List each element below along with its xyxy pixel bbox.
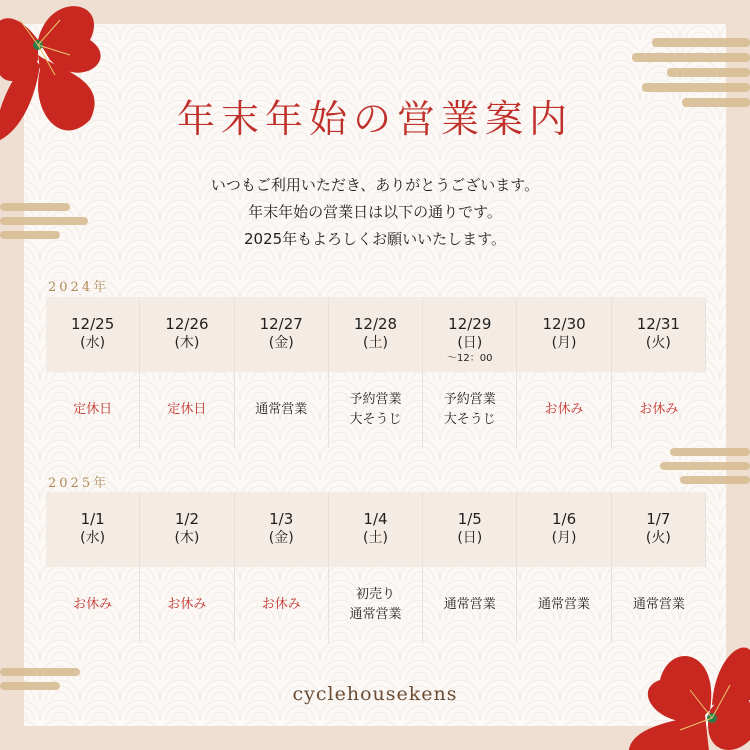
day-status-cell (140, 372, 234, 448)
status-label: お休み (261, 597, 301, 612)
day-status-cell (423, 372, 517, 448)
year-label-2025: 2025年 (48, 476, 110, 491)
date-label: 12/29 (448, 315, 492, 333)
day-status-cell (235, 567, 329, 643)
day-header-cell (235, 297, 329, 372)
weekday-label: (金) (268, 530, 294, 546)
day-status-cell (329, 372, 423, 448)
greeting-line: 年末年始の営業日は以下の通りです。 (248, 203, 502, 221)
day-header-cell (46, 297, 140, 372)
year-label-2024: 2024年 (48, 280, 110, 295)
weekday-label: (土) (363, 530, 388, 546)
weekday-label: (水) (80, 335, 106, 351)
status-label: 通常営業 (443, 597, 496, 612)
weekday-label: (水) (80, 530, 106, 546)
status-label: 定休日 (167, 402, 207, 417)
status-label: 通常営業 (538, 597, 591, 612)
day-status-cell (235, 372, 329, 448)
status-label: 定休日 (73, 402, 113, 417)
weekday-label: (月) (551, 335, 577, 351)
status-label: お休み (544, 402, 584, 417)
weekday-label: (金) (268, 335, 294, 351)
date-label: 12/26 (165, 315, 209, 333)
day-header-cell (517, 297, 611, 372)
day-status-cell (517, 372, 611, 448)
date-label: 1/6 (551, 510, 577, 528)
day-status-cell (329, 567, 423, 643)
weekday-label: (日) (457, 530, 483, 546)
day-header-cell (612, 297, 706, 372)
status-label: 予約営業 大そうじ (349, 392, 402, 427)
date-label: 12/31 (636, 315, 680, 333)
date-label: 1/7 (646, 510, 671, 528)
day-header-cell (517, 492, 611, 567)
day-header-cell (329, 492, 423, 567)
date-label: 1/2 (174, 510, 199, 528)
status-label: 予約営業 大そうじ (443, 392, 496, 427)
date-label: 1/5 (457, 510, 482, 528)
schedule-table-2024 (46, 297, 706, 448)
day-header-cell (612, 492, 706, 567)
date-label: 1/3 (269, 510, 294, 528)
day-header-cell (423, 297, 517, 372)
greeting-message (0, 172, 750, 253)
day-header-cell (235, 492, 329, 567)
day-status-cell (517, 567, 611, 643)
weekday-label: (木) (174, 335, 200, 351)
day-header-cell (46, 492, 140, 567)
greeting-line: いつもご利用いただき、ありがとうございます。 (210, 176, 540, 194)
day-header-cell (329, 297, 423, 372)
weekday-label: (木) (174, 530, 200, 546)
day-status-cell (612, 372, 706, 448)
page-title: 年末年始の営業案内 (176, 97, 573, 141)
weekday-label: (火) (645, 335, 671, 351)
day-status-cell (423, 567, 517, 643)
day-status-cell (140, 567, 234, 643)
date-label: 1/1 (80, 510, 105, 528)
date-label: 12/27 (259, 315, 303, 333)
date-label: 1/4 (363, 510, 388, 528)
status-label: 通常営業 (632, 597, 685, 612)
hours-note: 〜12：00 (447, 353, 493, 364)
weekday-label: (日) (457, 335, 483, 351)
schedule-table-2025 (46, 492, 706, 643)
day-header-cell (423, 492, 517, 567)
day-status-cell (46, 567, 140, 643)
day-header-cell (140, 492, 234, 567)
day-status-cell (612, 567, 706, 643)
status-label: 初売り 通常営業 (349, 587, 402, 622)
status-label: お休み (73, 597, 113, 612)
status-label: お休み (167, 597, 207, 612)
gold-cloud-icon (660, 440, 750, 500)
weekday-label: (月) (551, 530, 577, 546)
date-label: 12/28 (353, 315, 398, 333)
status-label: 通常営業 (255, 402, 308, 417)
status-label: お休み (639, 402, 679, 417)
day-status-cell (46, 372, 140, 448)
weekday-label: (火) (645, 530, 671, 546)
day-header-cell (140, 297, 234, 372)
date-label: 12/30 (542, 315, 586, 333)
greeting-line: 2025年もよろしくお願いいたします。 (244, 230, 506, 248)
shop-name: cyclehousekens (292, 683, 458, 705)
date-label: 12/25 (71, 315, 115, 333)
weekday-label: (土) (363, 335, 388, 351)
